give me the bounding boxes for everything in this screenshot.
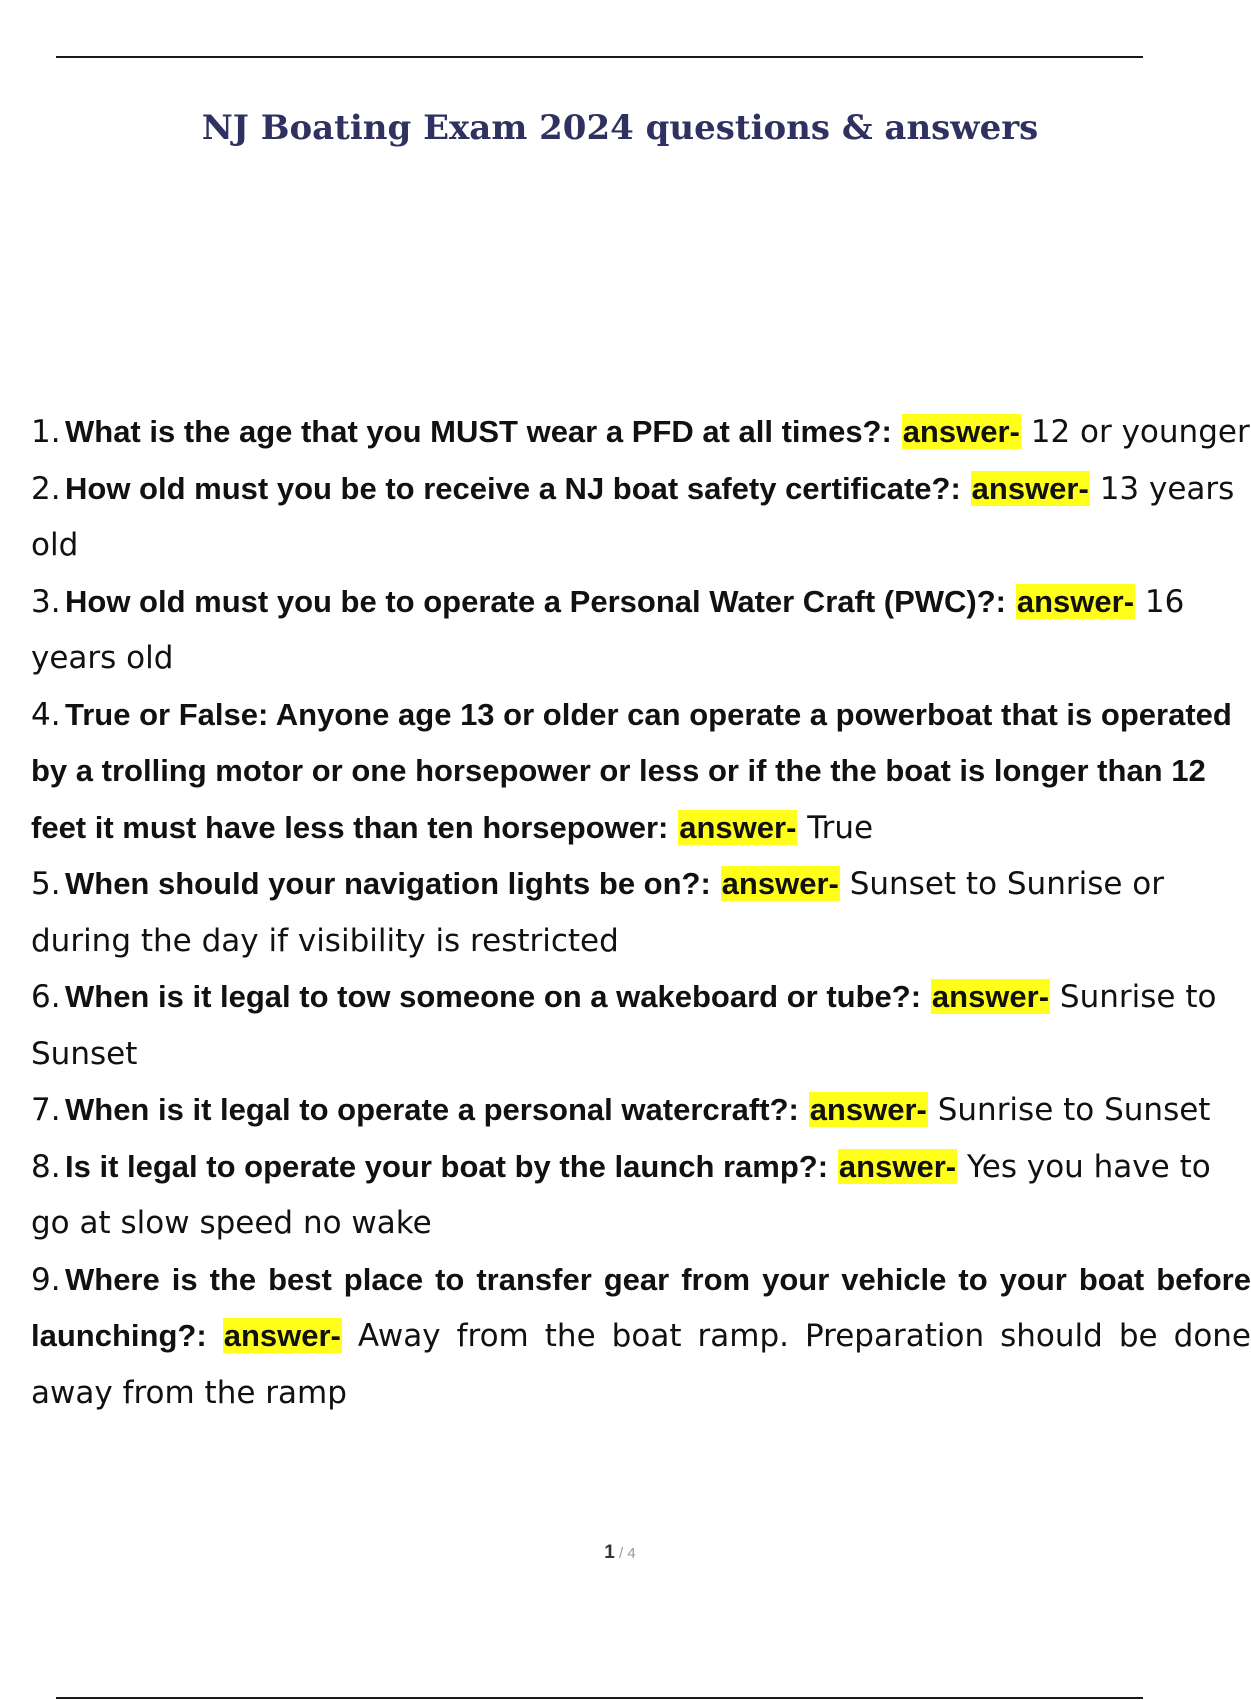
- answer-text: 12 or younger: [1030, 414, 1250, 450]
- answer-text: 16 years old: [31, 583, 1185, 676]
- answer-text: Sunrise to Sunset: [937, 1092, 1211, 1128]
- item-number: 9.: [31, 1261, 61, 1298]
- question-item-2: [31, 461, 1251, 574]
- question-item-3: [31, 574, 1251, 687]
- item-number: 3.: [31, 583, 61, 620]
- answer-tag: answer-: [679, 809, 797, 845]
- answer-text: Away from the boat ramp. Preparation should be done away from the ramp: [31, 1318, 1251, 1411]
- item-number: 5.: [31, 866, 61, 902]
- question-item-5: [31, 856, 1251, 969]
- answer-tag: answer-: [809, 1092, 927, 1127]
- answer-tag: answer-: [1016, 583, 1135, 619]
- item-number: 2.: [31, 470, 61, 507]
- item-number: 6.: [31, 979, 61, 1015]
- question-text: How old must you be to receive a NJ boat safety certificate?:: [65, 470, 961, 506]
- bottom-rule: [56, 1697, 1143, 1699]
- document-title: NJ Boating Exam 2024 questions & answers: [201, 108, 1039, 148]
- answer-tag: answer-: [223, 1318, 341, 1353]
- answer-tag: answer-: [971, 470, 1089, 506]
- item-number: 7.: [31, 1092, 61, 1128]
- question-item-1: [31, 404, 1251, 461]
- total-pages: 4: [627, 1545, 636, 1562]
- question-item-7: [31, 1082, 1251, 1139]
- question-text: Where is the best place to transfer gear from your vehicle to your boat before launching?:: [31, 1261, 1251, 1353]
- question-item-8: [31, 1139, 1251, 1252]
- answer-tag: answer-: [931, 979, 1050, 1014]
- item-number: 4.: [31, 696, 61, 733]
- answer-text: 13 years old: [31, 470, 1235, 563]
- question-text: Is it legal to operate your boat by the launch ramp?:: [65, 1148, 829, 1184]
- answer-text: True: [807, 809, 874, 846]
- answer-text: Sunset to Sunrise or during the day if visibility is restricted: [31, 866, 1165, 959]
- answer-text: Sunrise to Sunset: [31, 979, 1217, 1072]
- question-item-9: [31, 1252, 1251, 1422]
- question-item-4: [31, 687, 1251, 857]
- top-rule: [56, 56, 1143, 58]
- question-text: True or False: Anyone age 13 or older can operate a powerboat that is operated by a trolling motor or one horsepower or less or if the the boat is longer than 12 feet it must have less than ten horsepower:: [31, 696, 1232, 845]
- current-page-number: 1: [604, 1542, 615, 1563]
- question-text: How old must you be to operate a Personal Water Craft (PWC)?:: [65, 583, 1006, 619]
- item-number: 1.: [31, 414, 61, 450]
- question-text: When should your navigation lights be on?:: [65, 866, 711, 901]
- answer-tag: answer-: [721, 866, 839, 901]
- question-list: [31, 404, 1251, 1421]
- question-text: When is it legal to tow someone on a wakeboard or tube?:: [65, 979, 922, 1014]
- question-text: What is the age that you MUST wear a PFD at all times?:: [65, 414, 892, 449]
- answer-text: Yes you have to go at slow speed no wake: [31, 1148, 1211, 1241]
- question-item-6: [31, 969, 1251, 1082]
- answer-tag: answer-: [902, 414, 1020, 449]
- page-separator: /: [614, 1545, 628, 1562]
- answer-tag: answer-: [838, 1148, 957, 1184]
- item-number: 8.: [31, 1148, 61, 1185]
- question-text: When is it legal to operate a personal watercraft?:: [65, 1092, 799, 1127]
- page-indicator: [0, 1542, 1240, 1564]
